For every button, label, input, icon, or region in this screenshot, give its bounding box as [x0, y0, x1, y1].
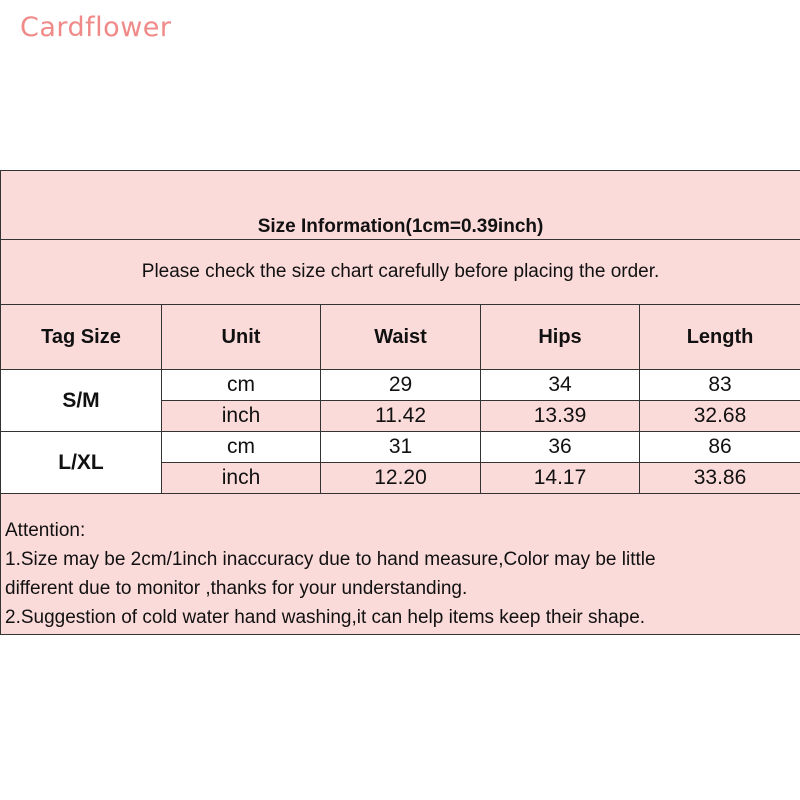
size-info-title: Size Information(1cm=0.39inch) [1, 171, 800, 240]
waist-cell: 31 [321, 432, 481, 463]
attention-line: 1.Size may be 2cm/1inch inaccuracy due to hand measure,Color may be little [5, 549, 656, 570]
length-cell: 86 [640, 432, 800, 463]
title-row [1, 171, 800, 240]
unit-cell: inch [162, 463, 321, 494]
header-waist: Waist [321, 305, 481, 370]
attention-line: 2.Suggestion of cold water hand washing,it can help items keep their shape. [5, 607, 646, 628]
hips-cell: 14.17 [481, 463, 640, 494]
attention-line: different due to monitor ,thanks for your understanding. [5, 578, 468, 599]
unit-cell: cm [162, 432, 321, 463]
length-cell: 32.68 [640, 401, 800, 432]
length-cell: 33.86 [640, 463, 800, 494]
header-row [1, 305, 800, 370]
header-length: Length [640, 305, 800, 370]
waist-cell: 29 [321, 370, 481, 401]
attention-notes [1, 494, 800, 635]
table-row [1, 432, 800, 463]
header-unit: Unit [162, 305, 321, 370]
length-cell: 83 [640, 370, 800, 401]
size-notice: Please check the size chart carefully before placing the order. [1, 240, 800, 305]
tag-size-cell: S/M [1, 370, 162, 432]
attention-row [1, 494, 800, 635]
brand-watermark: Cardflower [20, 12, 172, 43]
hips-cell: 13.39 [481, 401, 640, 432]
header-hips: Hips [481, 305, 640, 370]
hips-cell: 34 [481, 370, 640, 401]
waist-cell: 11.42 [321, 401, 481, 432]
unit-cell: inch [162, 401, 321, 432]
tag-size-cell: L/XL [1, 432, 162, 494]
header-tag-size: Tag Size [1, 305, 162, 370]
unit-cell: cm [162, 370, 321, 401]
size-chart-table [0, 170, 800, 635]
attention-title: Attention: [5, 520, 86, 541]
hips-cell: 36 [481, 432, 640, 463]
notice-row [1, 240, 800, 305]
table-row [1, 370, 800, 401]
waist-cell: 12.20 [321, 463, 481, 494]
